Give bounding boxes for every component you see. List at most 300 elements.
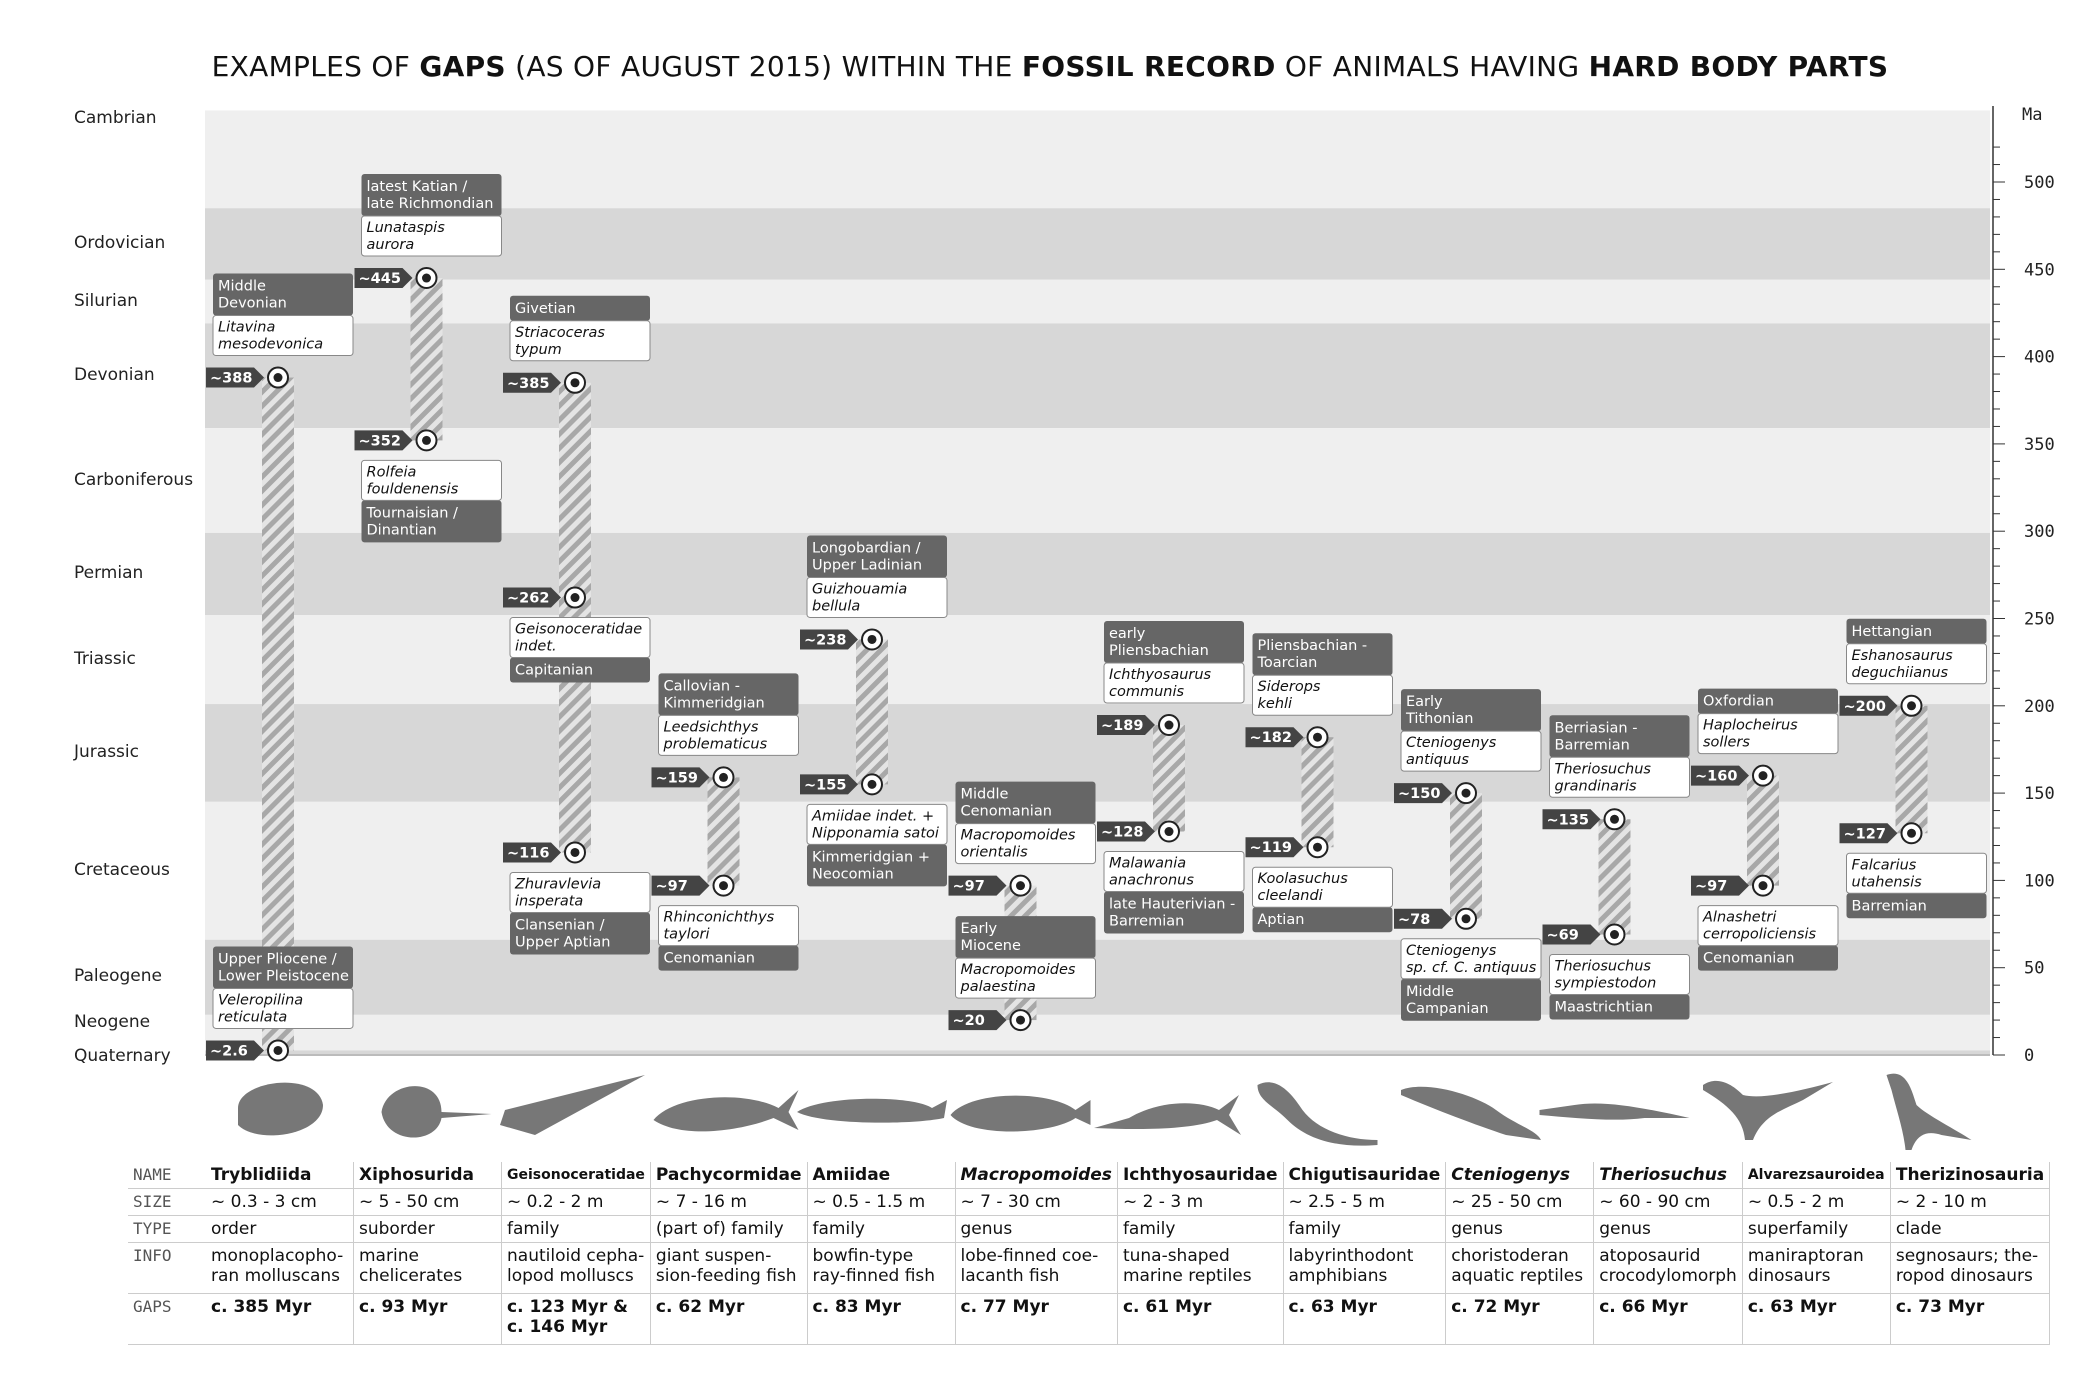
gap-value: c. 61 Myr xyxy=(1122,1297,1212,1317)
occurrence-marker-dot xyxy=(1016,1016,1025,1025)
occurrence-marker-dot xyxy=(868,635,877,644)
table-header-size: SIZE xyxy=(128,1189,206,1216)
period-label-jurassic: Jurassic xyxy=(74,741,139,762)
occurrence-marker-dot xyxy=(1610,930,1619,939)
taxon-info-cell xyxy=(1446,1243,1594,1294)
stage-text: Berriasian - xyxy=(1554,720,1638,737)
period-label-permian: Permian xyxy=(74,562,144,583)
taxon-info-cell xyxy=(1890,1243,2049,1294)
info-line: lopod molluscs xyxy=(507,1266,634,1286)
occurrence-marker-dot xyxy=(1165,827,1174,836)
stage-text: Kimmeridgian + xyxy=(812,849,930,866)
taxon-gaps-cell xyxy=(1594,1294,1743,1345)
species-text: Geisonoceratidae xyxy=(515,621,643,638)
occurrence-marker-dot xyxy=(1907,701,1916,710)
species-text: deguchiianus xyxy=(1851,664,1949,681)
age-tag xyxy=(206,1040,264,1060)
stage-text: Givetian xyxy=(515,300,576,317)
species-text: Nipponamia satoi xyxy=(812,825,939,842)
taxon-size-cell: ~ 0.2 - 2 m xyxy=(502,1189,651,1216)
y-axis-tick-label: 250 xyxy=(2024,609,2055,630)
occurrence-marker-dot xyxy=(274,1046,283,1055)
fossil-record-label xyxy=(807,804,947,886)
gap-value: c. 63 Myr xyxy=(1747,1297,1837,1317)
monoplacophoran-shell-icon xyxy=(238,1083,323,1136)
occurrence-marker-dot xyxy=(1462,914,1471,923)
horseshoe-crab-icon xyxy=(382,1086,492,1137)
stage-text: Aptian xyxy=(1257,912,1305,929)
fossil-record-label xyxy=(1698,906,1838,971)
info-line: sion-feeding fish xyxy=(655,1266,797,1286)
taxon-info-cell xyxy=(955,1243,1117,1294)
age-value: ~352 xyxy=(358,433,401,450)
species-text: Leedsichthys xyxy=(663,719,759,736)
occurrence-marker-dot xyxy=(1759,771,1768,780)
gap-value: c. 66 Myr xyxy=(1599,1297,1688,1317)
y-axis-tick-label: 150 xyxy=(2024,784,2055,805)
species-text: Rolfeia xyxy=(366,464,417,481)
taxon-info-cell xyxy=(354,1243,502,1294)
fossil-record-label xyxy=(956,916,1096,998)
species-text: Eshanosaurus xyxy=(1851,647,1953,664)
species-text: sollers xyxy=(1703,734,1750,751)
species-text: bellula xyxy=(812,598,861,615)
age-value: ~182 xyxy=(1249,730,1292,747)
info-line: ran molluscans xyxy=(211,1266,341,1286)
occurrence-marker-dot xyxy=(1016,881,1025,890)
stage-text: Early xyxy=(1406,694,1443,711)
y-axis-tick-label: 100 xyxy=(2024,871,2055,892)
info-line: aquatic reptiles xyxy=(1451,1266,1584,1286)
occurrence-marker-dot xyxy=(1313,843,1322,852)
gap-bar xyxy=(411,278,443,440)
taxon-size-cell: ~ 5 - 50 cm xyxy=(354,1189,502,1216)
fossil-record-label xyxy=(362,460,502,542)
fossil-record-label xyxy=(213,946,353,1028)
taxon-info-cell xyxy=(650,1243,807,1294)
taxon-info-cell xyxy=(206,1243,354,1294)
gap-bar xyxy=(1896,706,1928,833)
table-header-name: NAME xyxy=(128,1162,206,1189)
therizinosaur-dinosaur-icon xyxy=(1887,1074,1972,1150)
period-band-devonian xyxy=(205,323,1990,428)
stage-text: Longobardian / xyxy=(812,540,921,557)
stage-text: Pliensbachian - xyxy=(1257,638,1368,655)
orthocone-nautiloid-icon xyxy=(500,1075,645,1135)
stage-text: Oxfordian xyxy=(1703,693,1774,710)
species-text: anachronus xyxy=(1109,872,1194,889)
taxon-type-cell: suborder xyxy=(354,1216,502,1243)
age-tag xyxy=(1394,783,1452,803)
species-text: insperata xyxy=(515,893,584,910)
species-text: Amiidae indet. + xyxy=(812,808,935,825)
age-value: ~119 xyxy=(1249,840,1292,857)
gap-bar xyxy=(1599,819,1631,934)
info-line: segnosaurs; the- xyxy=(1895,1246,2039,1266)
taxon-size-cell: ~ 2 - 3 m xyxy=(1117,1189,1283,1216)
stage-text: Upper Aptian xyxy=(515,934,611,951)
pachycormid-fish-icon xyxy=(654,1090,799,1131)
age-tag xyxy=(503,588,561,608)
taxon-type-cell: genus xyxy=(955,1216,1117,1243)
age-tag xyxy=(1543,925,1601,945)
gap-bar xyxy=(708,777,740,885)
stage-text: Toarcian xyxy=(1257,655,1318,672)
age-tag xyxy=(1840,823,1898,843)
gap-bar xyxy=(1747,776,1779,886)
info-line: giant suspen- xyxy=(655,1246,772,1266)
taxon-gaps-cell xyxy=(1283,1294,1446,1345)
species-text: Cteniogenys xyxy=(1406,735,1497,752)
taxon-name-cell: Chigutisauridae xyxy=(1283,1162,1446,1189)
taxon-gaps-cell xyxy=(354,1294,502,1345)
gap-bar xyxy=(1153,725,1185,832)
species-text: mesodevonica xyxy=(218,336,324,353)
species-text: utahensis xyxy=(1851,874,1922,891)
taxon-info-cell xyxy=(502,1243,651,1294)
stage-text: Cenomanian xyxy=(663,950,755,967)
stage-text: Dinantian xyxy=(366,522,437,539)
occurrence-marker-dot xyxy=(719,773,728,782)
taxon-size-cell: ~ 0.5 - 2 m xyxy=(1742,1189,1890,1216)
age-value: ~97 xyxy=(952,878,985,895)
taxon-name-cell: Ichthyosauridae xyxy=(1117,1162,1283,1189)
species-text: typum xyxy=(515,341,562,358)
age-value: ~159 xyxy=(655,770,698,787)
taxon-size-cell: ~ 0.3 - 3 cm xyxy=(206,1189,354,1216)
species-text: sympiestodon xyxy=(1554,975,1657,992)
fossil-record-label xyxy=(1698,689,1838,754)
age-value: ~78 xyxy=(1398,911,1431,928)
fossil-record-label xyxy=(1401,689,1541,771)
gap-value: c. 83 Myr xyxy=(812,1297,901,1317)
age-tag xyxy=(1097,822,1155,842)
species-text: Theriosuchus xyxy=(1554,761,1651,778)
stage-text: Neocomian xyxy=(812,866,894,883)
info-line: choristoderan xyxy=(1451,1246,1569,1266)
stage-text: late Hauterivian - xyxy=(1109,896,1236,913)
age-tag xyxy=(355,430,413,450)
species-text: cleelandi xyxy=(1257,888,1323,905)
taxon-type-cell: superfamily xyxy=(1742,1216,1890,1243)
occurrence-marker-dot xyxy=(422,274,431,283)
age-value: ~262 xyxy=(507,590,550,607)
species-text: Falcarius xyxy=(1851,857,1917,874)
info-line: maniraptoran xyxy=(1747,1246,1864,1266)
age-value: ~135 xyxy=(1546,812,1589,829)
occurrence-marker-dot xyxy=(868,780,877,789)
occurrence-marker-dot xyxy=(1759,881,1768,890)
taxon-gaps-cell xyxy=(1742,1294,1890,1345)
info-line: chelicerates xyxy=(359,1266,463,1286)
fossil-record-label xyxy=(659,906,799,971)
stage-text: early xyxy=(1109,626,1146,643)
species-text: communis xyxy=(1109,684,1185,701)
occurrence-marker-dot xyxy=(571,848,580,857)
species-text: Macropomoides xyxy=(960,962,1076,979)
age-tag xyxy=(1394,909,1452,929)
fossil-record-label xyxy=(956,782,1096,864)
stage-text: latest Katian / xyxy=(366,179,468,196)
taxon-gaps-cell xyxy=(206,1294,354,1345)
stage-text: Hettangian xyxy=(1851,623,1933,640)
taxon-info-cell xyxy=(1594,1243,1743,1294)
age-value: ~128 xyxy=(1101,824,1144,841)
species-text: orientalis xyxy=(960,844,1028,861)
taxon-info-cell xyxy=(1283,1243,1446,1294)
stage-text: Callovian - xyxy=(663,678,740,695)
age-tag xyxy=(1097,715,1155,735)
stage-text: Cenomanian xyxy=(1703,950,1795,967)
age-value: ~385 xyxy=(507,375,550,392)
age-tag xyxy=(800,774,858,794)
fossil-record-label xyxy=(510,296,650,361)
species-text: problematicus xyxy=(663,736,768,753)
info-line: ropod dinosaurs xyxy=(1895,1266,2033,1286)
taxon-size-cell: ~ 0.5 - 1.5 m xyxy=(807,1189,955,1216)
gap-value: c. 93 Myr xyxy=(359,1297,448,1317)
fossil-record-label xyxy=(1253,867,1393,932)
y-axis-tick-label: 450 xyxy=(2024,260,2055,281)
period-band-neogene xyxy=(205,1015,1990,1051)
taxon-size-cell: ~ 2.5 - 5 m xyxy=(1283,1189,1446,1216)
info-line: dinosaurs xyxy=(1747,1266,1831,1286)
gap-bar xyxy=(1450,793,1482,919)
y-axis-tick-label: 500 xyxy=(2024,173,2055,193)
age-value: ~445 xyxy=(358,271,401,288)
age-value: ~160 xyxy=(1695,768,1738,785)
fossil-record-label xyxy=(1847,619,1987,684)
title-part: OF ANIMALS HAVING xyxy=(1275,50,1589,83)
species-text: taylori xyxy=(663,926,710,943)
taxa-table xyxy=(128,1162,2050,1345)
age-value: ~69 xyxy=(1546,927,1579,944)
age-tag xyxy=(1691,876,1749,896)
taxon-type-cell: order xyxy=(206,1216,354,1243)
taxon-gaps-cell xyxy=(502,1294,651,1345)
table-row-size xyxy=(128,1189,2050,1216)
fossil-record-label xyxy=(510,618,650,683)
age-tag xyxy=(800,629,858,649)
fossil-record-label xyxy=(659,673,799,755)
fossil-record-label xyxy=(1104,852,1244,934)
gap-value: c. 146 Myr xyxy=(507,1317,608,1337)
species-text: Siderops xyxy=(1257,679,1321,696)
age-value: ~155 xyxy=(804,777,847,794)
occurrence-marker-dot xyxy=(274,373,283,382)
occurrence-marker-dot xyxy=(571,593,580,602)
gap-value: c. 72 Myr xyxy=(1451,1297,1540,1317)
taxon-info-cell xyxy=(1742,1243,1890,1294)
species-text: antiquus xyxy=(1406,752,1469,769)
occurrence-marker-dot xyxy=(1313,733,1322,742)
fossil-record-label xyxy=(1550,955,1690,1020)
stage-text: Tithonian xyxy=(1406,711,1474,728)
stage-text: late Richmondian xyxy=(366,196,494,213)
y-axis-tick-label: 0 xyxy=(2024,1046,2035,1066)
info-line: marine xyxy=(359,1246,419,1266)
stage-text: Middle xyxy=(960,786,1009,803)
stage-text: Tournaisian / xyxy=(366,505,458,522)
taxon-name-cell: Cteniogenys xyxy=(1446,1162,1594,1189)
age-value: ~20 xyxy=(952,1013,985,1030)
info-line: ray-finned fish xyxy=(812,1266,936,1286)
bowfin-fish-icon xyxy=(797,1099,947,1123)
y-axis-tick-label: 50 xyxy=(2024,958,2045,979)
taxon-size-cell: ~ 60 - 90 cm xyxy=(1594,1189,1743,1216)
species-text: indet. xyxy=(515,638,557,655)
age-value: ~116 xyxy=(507,845,550,862)
taxon-type-cell: family xyxy=(807,1216,955,1243)
table-row-name xyxy=(128,1162,2050,1189)
period-label-cretaceous: Cretaceous xyxy=(74,859,170,880)
y-axis-tick-label: 350 xyxy=(2024,434,2055,455)
taxon-type-cell: genus xyxy=(1446,1216,1594,1243)
stage-text: Miocene xyxy=(960,938,1021,955)
y-axis-tick-label: 200 xyxy=(2024,696,2055,717)
age-tag xyxy=(355,268,413,288)
species-text: sp. cf. C. antiquus xyxy=(1406,959,1537,976)
species-text: aurora xyxy=(366,237,415,254)
species-text: Zhuravlevia xyxy=(515,876,602,893)
taxon-name-cell: Theriosuchus xyxy=(1594,1162,1743,1189)
period-label-neogene: Neogene xyxy=(74,1012,151,1032)
fossil-record-label xyxy=(213,274,353,356)
stage-text: Clansenian / xyxy=(515,917,605,934)
taxon-name-cell: Macropomoides xyxy=(955,1162,1117,1189)
stage-text: Middle xyxy=(1406,983,1454,1000)
fossil-record-label xyxy=(510,872,650,954)
species-text: Malawania xyxy=(1109,855,1187,872)
species-text: grandinaris xyxy=(1554,778,1637,795)
occurrence-marker-dot xyxy=(1462,789,1471,798)
species-text: Striacoceras xyxy=(515,324,605,341)
stage-text: Barremian xyxy=(1851,898,1927,915)
period-band-permian xyxy=(205,533,1990,615)
table-header-type: TYPE xyxy=(128,1216,206,1243)
alvarezsaur-dinosaur-icon xyxy=(1703,1081,1833,1140)
age-tag xyxy=(1840,696,1898,716)
stage-text: Barremian xyxy=(1554,737,1630,754)
taxon-gaps-cell xyxy=(807,1294,955,1345)
age-value: ~150 xyxy=(1398,786,1441,803)
age-tag xyxy=(206,368,264,388)
stage-text: Middle xyxy=(218,278,266,295)
title-bold-gaps: GAPS xyxy=(419,50,506,83)
gap-bar xyxy=(856,639,888,784)
taxon-info-cell xyxy=(1117,1243,1283,1294)
info-line: monoplacopho- xyxy=(211,1246,344,1266)
taxon-type-cell: (part of) family xyxy=(650,1216,807,1243)
period-label-triassic: Triassic xyxy=(74,648,136,669)
species-text: cerropoliciensis xyxy=(1703,926,1817,943)
info-line: bowfin-type xyxy=(812,1246,914,1266)
y-axis-tick-label: 400 xyxy=(2024,347,2055,368)
age-tag xyxy=(652,767,710,787)
taxon-type-cell: family xyxy=(1283,1216,1446,1243)
fossil-record-label xyxy=(1104,621,1244,703)
species-text: Guizhouamia xyxy=(812,581,908,598)
age-tag xyxy=(949,1010,1007,1030)
taxon-info-cell xyxy=(807,1243,955,1294)
age-value: ~2.6 xyxy=(210,1043,248,1060)
taxon-gaps-cell xyxy=(650,1294,807,1345)
fossil-record-label xyxy=(1253,633,1393,715)
age-tag xyxy=(1691,766,1749,786)
info-line: lobe-finned coe- xyxy=(960,1246,1099,1266)
age-value: ~127 xyxy=(1843,826,1886,843)
taxon-name-cell: Geisonoceratidae xyxy=(502,1162,651,1189)
table-row-gaps xyxy=(128,1294,2050,1345)
period-label-carboniferous: Carboniferous xyxy=(74,469,194,490)
occurrence-marker-dot xyxy=(1165,721,1174,730)
occurrence-marker-dot xyxy=(1610,815,1619,824)
y-axis-tick-label: 300 xyxy=(2024,522,2055,543)
taxon-size-cell: ~ 25 - 50 cm xyxy=(1446,1189,1594,1216)
coelacanth-fish-icon xyxy=(951,1096,1091,1132)
species-text: Lunataspis xyxy=(366,220,445,237)
species-text: reticulata xyxy=(218,1009,288,1026)
ichthyosaur-icon xyxy=(1094,1095,1241,1135)
info-line: tuna-shaped xyxy=(1122,1246,1230,1266)
stage-text: Upper Pliocene / xyxy=(218,951,337,968)
info-line: crocodylomorph xyxy=(1599,1266,1737,1286)
taxon-size-cell: ~ 2 - 10 m xyxy=(1890,1189,2049,1216)
taxon-name-cell: Amiidae xyxy=(807,1162,955,1189)
taxon-size-cell: ~ 7 - 30 cm xyxy=(955,1189,1117,1216)
fossil-record-label xyxy=(1401,939,1541,1021)
age-tag xyxy=(1246,727,1304,747)
species-text: Haplocheirus xyxy=(1703,717,1798,734)
age-tag xyxy=(1246,837,1304,857)
period-label-ordovician: Ordovician xyxy=(74,232,166,253)
stage-text: Maastrichtian xyxy=(1554,999,1653,1016)
taxon-type-cell: genus xyxy=(1594,1216,1743,1243)
y-axis-unit: Ma xyxy=(2022,105,2043,125)
title-bold-hard-body-parts: HARD BODY PARTS xyxy=(1588,50,1889,83)
title-part: EXAMPLES OF xyxy=(211,50,420,83)
stage-text: Barremian xyxy=(1109,913,1185,930)
occurrence-marker-dot xyxy=(422,436,431,445)
stage-text: Kimmeridgian xyxy=(663,695,765,712)
stage-text: Devonian xyxy=(218,295,287,312)
taxon-type-cell: clade xyxy=(1890,1216,2049,1243)
species-text: Theriosuchus xyxy=(1554,958,1651,975)
age-value: ~97 xyxy=(655,878,688,895)
species-text: Ichthyosaurus xyxy=(1109,667,1212,684)
age-tag xyxy=(503,373,561,393)
gap-value: c. 63 Myr xyxy=(1288,1297,1377,1317)
fossil-record-label xyxy=(362,174,502,256)
fossil-record-label xyxy=(1550,715,1690,797)
crocodylomorph-icon xyxy=(1540,1103,1690,1119)
species-text: Rhinconichthys xyxy=(663,909,775,926)
age-value: ~200 xyxy=(1843,698,1886,715)
age-value: ~189 xyxy=(1101,718,1144,735)
species-text: fouldenensis xyxy=(366,481,459,498)
taxon-size-cell: ~ 7 - 16 m xyxy=(650,1189,807,1216)
stage-text: Capitanian xyxy=(515,662,594,679)
species-text: palaestina xyxy=(960,979,1036,996)
taxon-name-cell: Tryblidiida xyxy=(206,1162,354,1189)
stage-text: Pliensbachian xyxy=(1109,643,1209,660)
info-line: atoposaurid xyxy=(1599,1246,1701,1266)
info-line: amphibians xyxy=(1288,1266,1388,1286)
gap-value: c. 73 Myr xyxy=(1895,1297,1985,1317)
table-row-type xyxy=(128,1216,2050,1243)
period-label-paleogene: Paleogene xyxy=(74,966,162,987)
species-text: Cteniogenys xyxy=(1406,942,1497,959)
